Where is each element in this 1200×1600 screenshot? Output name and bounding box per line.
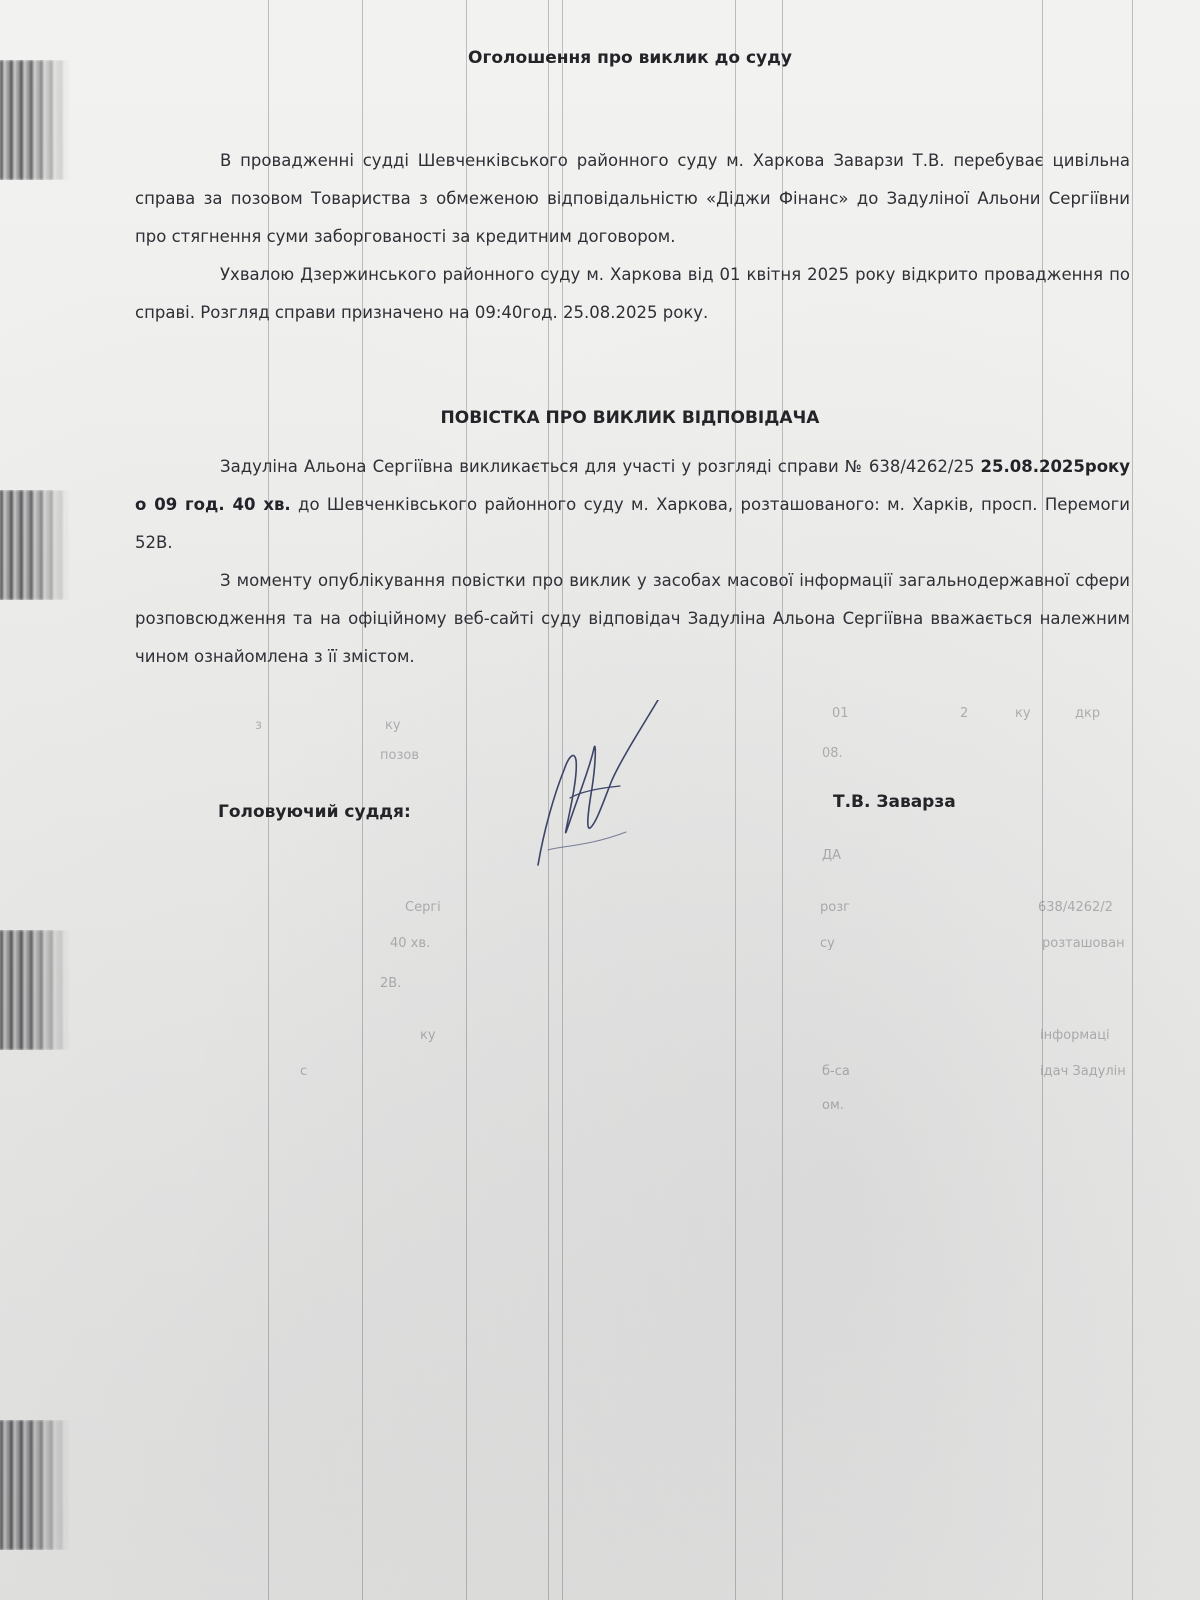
show-through-text: су	[820, 936, 835, 951]
show-through-text: ку	[385, 718, 401, 733]
show-through-text: з	[255, 718, 262, 733]
show-through-text: ом.	[822, 1098, 844, 1113]
scan-streak	[1132, 0, 1133, 1600]
notice-paragraph: З моменту опублікування повістки про виклик у засобах масової інформації загальнодержавної сфери розповсюдження та на офіційному веб-сайті суду відповідач Задуліна Альона Сергіївна вважається належним чином ознайомлена з її змістом.	[135, 571, 1130, 666]
judge-name: Т.В. Заварза	[833, 792, 956, 812]
show-through-text: розг	[820, 900, 850, 915]
show-through-text: 2В.	[380, 976, 402, 991]
show-through-text: Сергі	[405, 900, 441, 915]
ruling-paragraph: Ухвалою Дзержинського районного суду м. Харкова від 01 квітня 2025 року відкрито провадження по справі. Розгляд справи призначено на 09:40год. 25.08.2025 року.	[135, 265, 1130, 322]
show-through-text: ку	[420, 1028, 436, 1043]
show-through-text: дкр	[1075, 706, 1101, 721]
show-through-text: позов	[380, 748, 419, 763]
presiding-judge-label: Головуючий суддя:	[218, 802, 411, 822]
show-through-text: б-са	[822, 1064, 850, 1079]
show-through-text: 40 хв.	[390, 936, 431, 951]
show-through-text: с	[300, 1064, 308, 1079]
toner-smear	[0, 490, 70, 600]
summons-paragraph	[135, 448, 1130, 562]
announcement-title: Оголошення про виклик до суду	[468, 48, 792, 68]
hearing-datetime: 25.08.2025року о 09 год. 40 хв.	[135, 457, 1130, 514]
show-through-text: ідач Задулін	[1040, 1064, 1126, 1079]
toner-smear	[0, 1420, 70, 1550]
show-through-text: 2	[960, 706, 969, 721]
summons-text-lead: Задуліна Альона Сергіївна викликається для участі у розгляді справи № 638/4262/25	[220, 457, 981, 476]
toner-smear	[0, 930, 70, 1050]
case-paragraph: В провадженні судді Шевченківського районного суду м. Харкова Заварзи Т.В. перебуває цивільна справа за позовом Товариства з обмеженою відповідальністю «Діджи Фінанс» до Задуліної Альони Сергіївни про стягнення суми заборгованості за кредитним договором.	[135, 151, 1130, 246]
show-through-text: інформаці	[1040, 1028, 1110, 1043]
toner-smear	[0, 60, 70, 180]
summons-title: ПОВІСТКА ПРО ВИКЛИК ВІДПОВІДАЧА	[440, 408, 820, 428]
summons-text-tail: до Шевченківського районного суду м. Харкова, розташованого: м. Харків, просп. Перемоги 52В.	[135, 495, 1130, 552]
show-through-text: ку	[1015, 706, 1031, 721]
handwritten-signature	[530, 700, 680, 880]
show-through-text: 638/4262/2	[1038, 900, 1113, 915]
show-through-text: 08.	[822, 746, 843, 761]
show-through-text: ДА	[822, 848, 842, 863]
show-through-text: 01	[832, 706, 849, 721]
show-through-text: розташован	[1042, 936, 1125, 951]
